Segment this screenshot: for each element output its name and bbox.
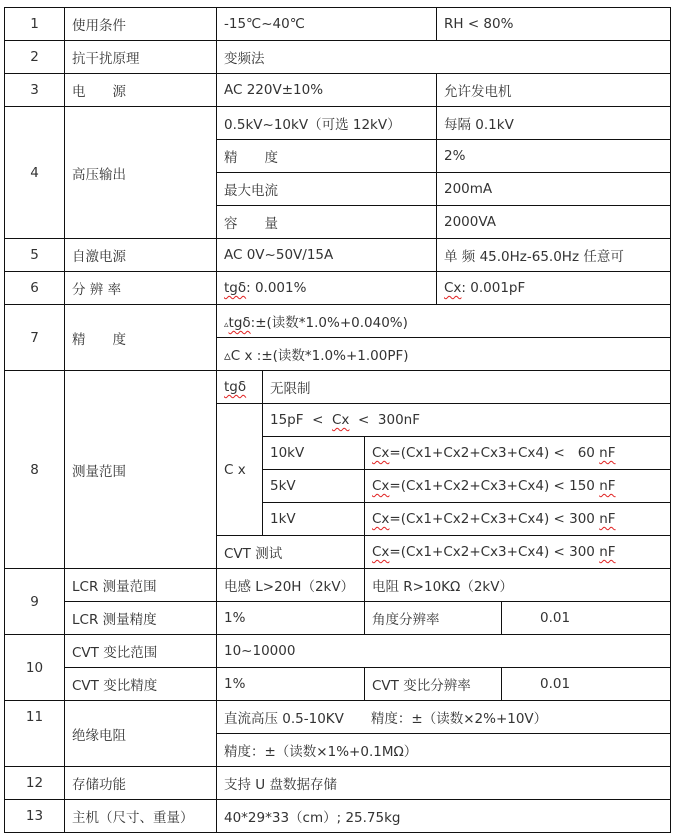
spec-value: 电阻 R>10KΩ（2kV）: [365, 569, 671, 602]
table-row: [5, 41, 671, 74]
spec-value: 0.01: [502, 602, 671, 635]
spellcheck-word: Cx: [372, 478, 390, 494]
spec-value: 支持 U 盘数据存储: [217, 767, 671, 800]
value-text: =(Cx1+Cx2+Cx3+Cx4) < 300: [389, 511, 600, 527]
spec-label: 0.5kV~10kV（可选 12kV）: [217, 107, 437, 140]
spec-value: 40*29*33（cm）; 25.75kg: [217, 800, 671, 833]
row-number: 7: [5, 305, 65, 371]
spellcheck-word: Cx: [332, 412, 350, 428]
spec-value: 精度：±（读数×1%+0.1MΩ）: [217, 734, 671, 767]
spec-value: 允许发电机: [437, 74, 671, 107]
spec-name: 抗干扰原理: [65, 41, 217, 74]
row-number: 6: [5, 272, 65, 305]
spellcheck-word: Cx: [372, 544, 390, 560]
spec-value: 2000VA: [437, 206, 671, 239]
spellcheck-word: Cx: [372, 445, 390, 461]
table-row: [5, 239, 671, 272]
spec-name: 高压输出: [65, 107, 217, 239]
spec-name: 使用条件: [65, 8, 217, 41]
spec-name: CVT 变比范围: [65, 635, 217, 668]
spellcheck-word: Cx: [372, 511, 390, 527]
table-row: [5, 800, 671, 833]
value-text: =(Cx1+Cx2+Cx3+Cx4) < 300: [389, 544, 600, 560]
spec-table: [4, 7, 671, 833]
value-text: : 0.001pF: [461, 280, 526, 296]
value-text: : 0.001%: [246, 280, 307, 296]
table-row: [5, 272, 671, 305]
spec-name: LCR 测量精度: [65, 602, 217, 635]
value-text: 15pF <: [270, 412, 332, 428]
spec-value: 10~10000: [217, 635, 671, 668]
spec-value: -15℃~40℃: [217, 8, 437, 41]
row-number: 13: [5, 800, 65, 833]
row-number: 2: [5, 41, 65, 74]
spec-label: CVT 变比分辨率: [365, 668, 502, 701]
table-row: [5, 569, 671, 602]
spec-value: 变频法: [217, 41, 671, 74]
formula: [365, 437, 671, 470]
spec-value: [437, 272, 671, 305]
spec-value: 电感 L>20H（2kV）: [217, 569, 365, 602]
row-number: 10: [5, 635, 65, 701]
spec-name: 绝缘电阻: [65, 701, 217, 767]
spec-value: 无限制: [263, 371, 671, 404]
value-text: :±(读数*1.0%+0.040%): [250, 315, 408, 331]
row-number: 5: [5, 239, 65, 272]
spec-value: 单 频 45.0Hz-65.0Hz 任意可: [437, 239, 671, 272]
formula: [365, 503, 671, 536]
table-row: [5, 8, 671, 41]
spec-name: 精 度: [65, 305, 217, 371]
table-row: [5, 668, 671, 701]
spec-value: 1%: [217, 668, 365, 701]
spec-value: 0.01: [502, 668, 671, 701]
spec-name: CVT 变比精度: [65, 668, 217, 701]
voltage-label: 5kV: [263, 470, 365, 503]
spellcheck-word: nF: [599, 511, 616, 527]
spec-name: 电 源: [65, 74, 217, 107]
spec-name: 存储功能: [65, 767, 217, 800]
spec-value: 每隔 0.1kV: [437, 107, 671, 140]
row-number: 3: [5, 74, 65, 107]
spec-value: [217, 272, 437, 305]
value-text: < 300nF: [349, 412, 420, 428]
spec-name: 测量范围: [65, 371, 217, 569]
spec-value: AC 0V~50V/15A: [217, 239, 437, 272]
spec-value: RH < 80%: [437, 8, 671, 41]
table-row: [5, 74, 671, 107]
delta-icon: ▵: [224, 320, 229, 330]
spec-label: 精 度: [217, 140, 437, 173]
table-row: [5, 602, 671, 635]
row-number: 4: [5, 107, 65, 239]
row-number: 12: [5, 767, 65, 800]
spellcheck-word: tgδ: [224, 379, 247, 395]
spellcheck-word: tgδ: [224, 280, 247, 296]
spellcheck-word: nF: [599, 478, 616, 494]
table-row: [5, 305, 671, 338]
spec-value: AC 220V±10%: [217, 74, 437, 107]
spec-label: CVT 测试: [217, 536, 365, 569]
table-row: [5, 701, 671, 734]
spec-label: 最大电流: [217, 173, 437, 206]
spellcheck-word: nF: [599, 445, 616, 461]
value-text: =(Cx1+Cx2+Cx3+Cx4) < 60: [389, 445, 600, 461]
spellcheck-word: nF: [599, 544, 616, 560]
spec-name: 主机（尺寸、重量）: [65, 800, 217, 833]
spec-name: LCR 测量范围: [65, 569, 217, 602]
spec-value: [263, 404, 671, 437]
spellcheck-word: Cx: [444, 280, 462, 296]
spellcheck-word: tgδ: [228, 315, 251, 331]
table-row: [5, 371, 671, 404]
row-number: 8: [5, 371, 65, 569]
row-number: 9: [5, 569, 65, 635]
table-row: [5, 767, 671, 800]
spec-name: 自激电源: [65, 239, 217, 272]
voltage-label: 1kV: [263, 503, 365, 536]
row-number: 1: [5, 8, 65, 41]
spec-label: 容 量: [217, 206, 437, 239]
formula: [365, 536, 671, 569]
spec-label: C x: [217, 404, 263, 536]
table-row: [5, 635, 671, 668]
row-number: 11: [5, 701, 65, 767]
spec-label: [217, 371, 263, 404]
formula: [365, 470, 671, 503]
table-row: [5, 107, 671, 140]
spec-value: 2%: [437, 140, 671, 173]
spec-name: 分 辨 率: [65, 272, 217, 305]
voltage-label: 10kV: [263, 437, 365, 470]
spec-value: 1%: [217, 602, 365, 635]
spec-value: ▵C x :±(读数*1.0%+1.00PF): [217, 338, 671, 371]
value-text: =(Cx1+Cx2+Cx3+Cx4) < 150: [389, 478, 600, 494]
spec-value: 直流高压 0.5-10KV 精度：±（读数×2%+10V）: [217, 701, 671, 734]
spec-value: [217, 305, 671, 338]
spec-value: 200mA: [437, 173, 671, 206]
spec-label: 角度分辨率: [365, 602, 502, 635]
